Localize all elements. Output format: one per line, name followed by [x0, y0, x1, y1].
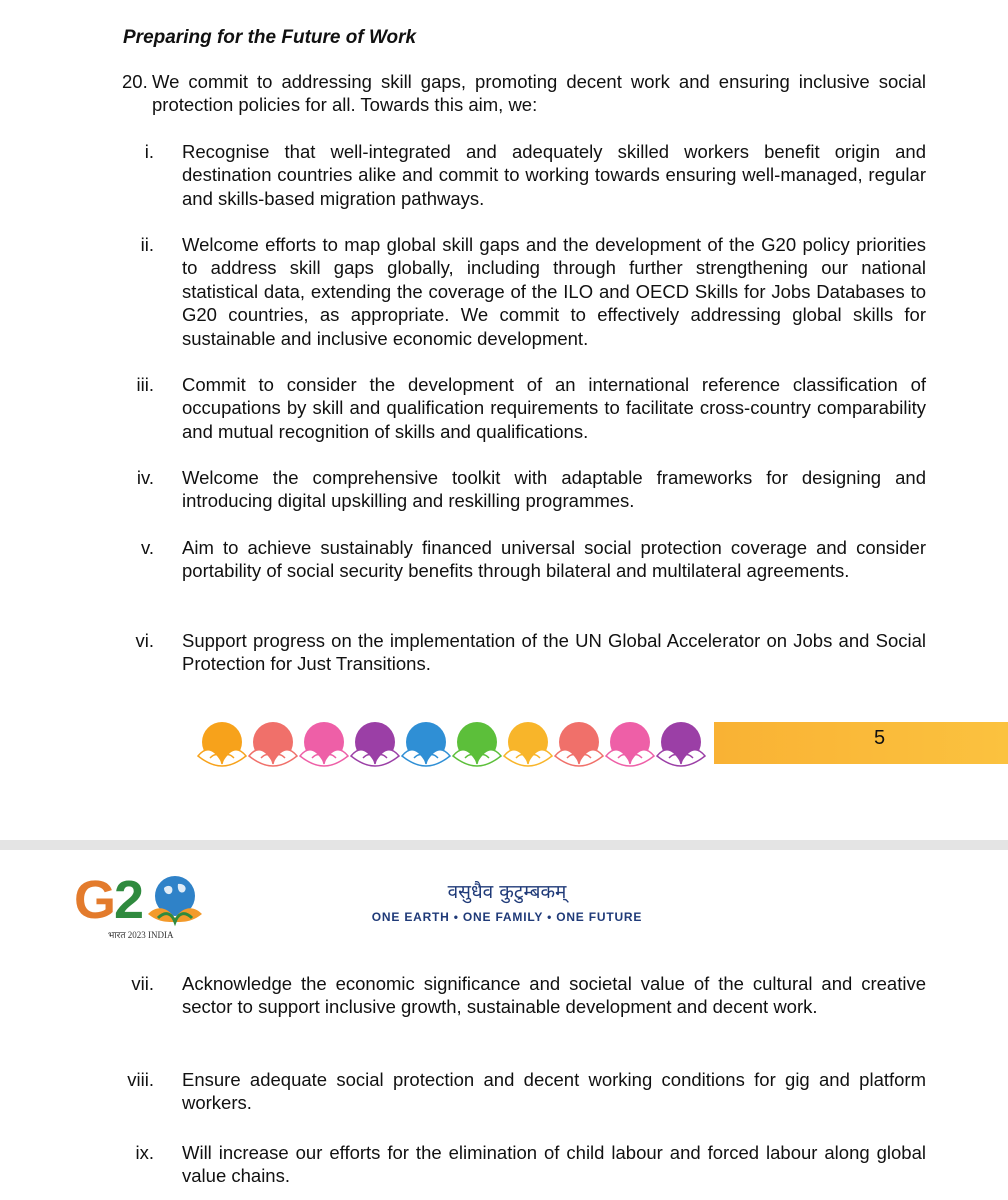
lotus-icon	[555, 722, 603, 766]
logo-letter-g: G	[74, 870, 115, 930]
motto-english: ONE EARTH • ONE FAMILY • ONE FUTURE	[371, 910, 643, 924]
section-title: Preparing for the Future of Work	[123, 27, 417, 48]
list-item-text: Support progress on the implementation of the UN Global Accelerator on Jobs and Social Protection for Just Transitions.	[182, 630, 926, 675]
page-divider	[0, 840, 1008, 850]
list-numeral: vii.	[131, 973, 154, 994]
paragraph-20	[122, 70, 926, 117]
document-page-6	[0, 850, 1008, 1200]
list-numeral: ix.	[135, 1142, 154, 1163]
list-numeral: iii.	[136, 374, 154, 395]
motto-sanskrit: वसुधैव कुटुम्बकम्	[447, 881, 567, 903]
lotus-footer-band	[196, 718, 706, 770]
list-item-text: Recognise that well-integrated and adequately skilled workers benefit origin and destination countries alike and commit to working towards ensuring well-managed, regular and skills-based migration pathways.	[182, 141, 926, 209]
lotus-icon	[300, 722, 348, 766]
motto-block	[360, 880, 654, 924]
list-numeral: v.	[140, 537, 154, 558]
lotus-icon	[657, 722, 705, 766]
globe-lotus-icon	[144, 874, 206, 930]
list-item-text: Will increase our efforts for the elimination of child labour and forced labour along global value chains.	[182, 1142, 926, 1187]
logo-subtitle: भारत 2023 INDIA	[108, 930, 174, 940]
lotus-icon	[504, 722, 552, 766]
list-item-text: Welcome the comprehensive toolkit with adaptable frameworks for designing and introducing digital upskilling and reskilling programmes.	[182, 467, 926, 512]
list-item-text: Aim to achieve sustainably financed universal social protection coverage and consider portability of social security benefits through bilateral and multilateral agreements.	[182, 537, 926, 582]
list-numeral: i.	[144, 141, 154, 162]
list-item-text: Welcome efforts to map global skill gaps and the development of the G20 policy priorities to address skill gaps globally, including through further strengthening our national statistical data, extending the coverage of the ILO and OECD Skills for Jobs Databases to G20 countries, as appropriate. We commit to effectively addressing global skills for sustainable and inclusive economic development.	[182, 234, 926, 349]
lotus-icon	[606, 722, 654, 766]
list-item-text: Acknowledge the economic significance and societal value of the cultural and creative sector to support inclusive growth, sustainable development and decent work.	[182, 973, 926, 1018]
logo-digit-2: 2	[114, 870, 143, 930]
paragraph-number: 20.	[122, 71, 148, 92]
list-numeral: iv.	[136, 467, 154, 488]
lotus-icon	[198, 722, 246, 766]
page-number-bar	[714, 722, 1008, 764]
list-item-text: Ensure adequate social protection and decent working conditions for gig and platform workers.	[182, 1069, 926, 1114]
g20-wordmark	[74, 870, 142, 930]
lotus-icon	[453, 722, 501, 766]
page-number: 5	[874, 727, 886, 749]
list-item-text: Commit to consider the development of an international reference classification of occupations by skill and qualification requirements to facilitate cross-country comparability and mutual recognition of skills and qualifications.	[182, 374, 926, 442]
list-numeral: vi.	[135, 630, 154, 651]
lotus-icon	[402, 722, 450, 766]
list-numeral: viii.	[127, 1069, 154, 1090]
lotus-icon	[351, 722, 399, 766]
g20-logo	[74, 868, 214, 948]
list-numeral: ii.	[140, 234, 154, 255]
lotus-icon	[249, 722, 297, 766]
paragraph-text: We commit to addressing skill gaps, promoting decent work and ensuring inclusive social protection policies for all. Towards this aim, we:	[152, 71, 926, 116]
lotus-row	[196, 718, 706, 770]
